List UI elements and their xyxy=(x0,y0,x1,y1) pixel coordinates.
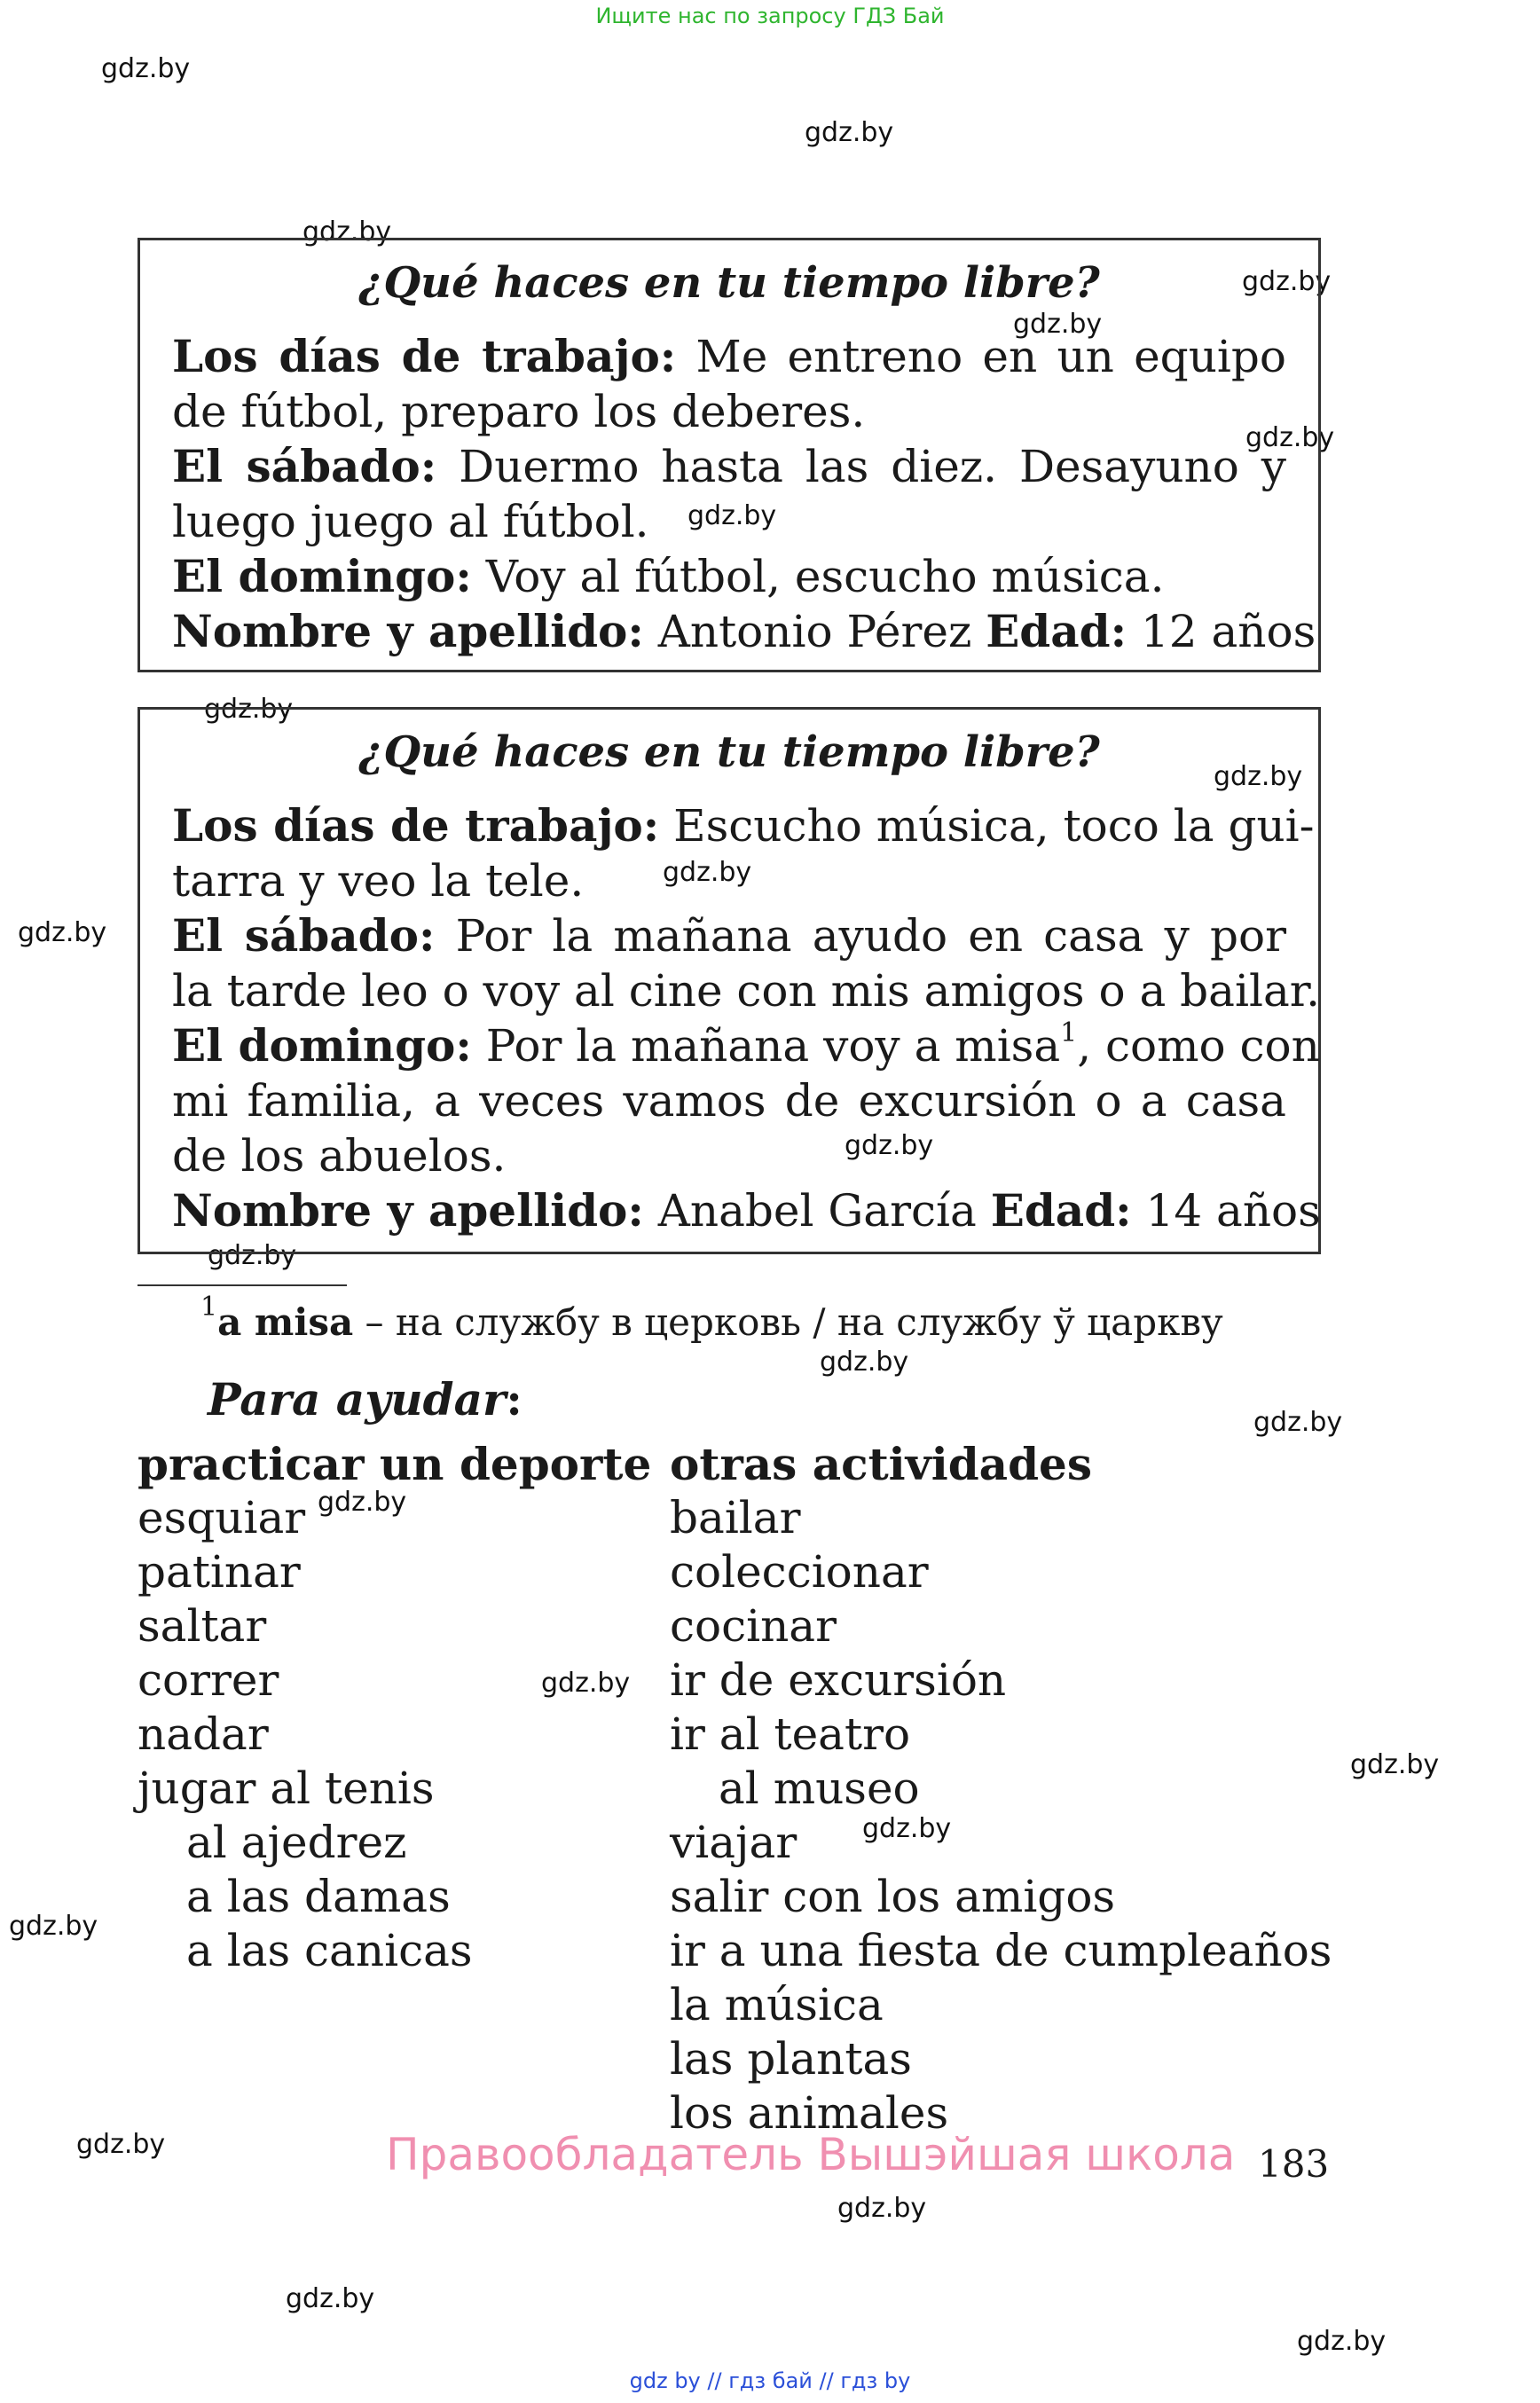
watermark: gdz.by xyxy=(9,1911,98,1942)
footnote-divider xyxy=(138,1284,347,1286)
watermark: gdz.by xyxy=(18,917,107,948)
watermark: gdz.by xyxy=(1245,422,1335,453)
vocab-item: a las damas xyxy=(186,1871,451,1922)
profile-card-antonio xyxy=(138,238,1321,672)
vocab-item: ir de excursión xyxy=(670,1654,1007,1706)
card-line: Los días de trabajo: Me entreno en un equipo xyxy=(172,330,1286,382)
vocab-item: coleccionar xyxy=(670,1546,929,1598)
watermark: gdz.by xyxy=(204,694,294,725)
watermark: gdz.by xyxy=(837,2193,927,2224)
card-title: ¿Qué haces en tu tiempo libre? xyxy=(358,727,1100,777)
card-line: mi familia, a veces vamos de excursión o a casa xyxy=(172,1075,1286,1127)
watermark: gdz.by xyxy=(101,53,191,84)
card-line: Nombre y apellido: Anabel García Edad: 14 años xyxy=(172,1184,1321,1237)
watermark: gdz.by xyxy=(1013,309,1103,340)
card-line: El sábado: Duermo hasta las diez. Desayuno y xyxy=(172,440,1287,492)
vocab-item: ir a una fiesta de cumpleaños xyxy=(670,1925,1332,1976)
footnote-mark: 1 xyxy=(1060,1017,1078,1048)
vocab-column-activities xyxy=(670,1437,1332,2140)
card-line: de los abuelos. xyxy=(172,1130,507,1182)
watermark: gdz.by xyxy=(845,1130,934,1161)
vocab-item: ir al teatro xyxy=(670,1708,911,1760)
card-line: El domingo: Voy al fútbol, escucho música. xyxy=(172,550,1165,602)
rights-holder-notice: Правообладатель Вышэйшая школа xyxy=(386,2129,1236,2180)
column-header: practicar un deporte xyxy=(138,1438,652,1490)
watermark: gdz.by xyxy=(663,857,752,888)
card-line: luego juego al fútbol. xyxy=(172,496,649,547)
vocab-item: jugar al tenis xyxy=(138,1763,435,1814)
footnote: $^1$a misa – на службу в церковь / на службу ў царкву xyxy=(200,1292,1223,1344)
vocab-item: saltar xyxy=(138,1600,267,1652)
watermark: gdz.by xyxy=(820,1347,909,1378)
watermark: gdz.by xyxy=(1214,761,1303,792)
vocab-item: a las canicas xyxy=(186,1925,473,1976)
card-line: El domingo: Por la mañana voy a misa$^1$, como con xyxy=(172,1017,1320,1072)
watermark: gdz.by xyxy=(208,1240,297,1271)
watermark: gdz.by xyxy=(805,117,894,148)
vocab-item: al museo xyxy=(719,1763,920,1814)
card-line: Nombre y apellido: Antonio Pérez Edad: 12 años xyxy=(172,605,1316,657)
watermark: gdz.by xyxy=(1350,1749,1440,1780)
vocab-item: patinar xyxy=(138,1546,301,1598)
vocab-item: salir con los amigos xyxy=(670,1871,1116,1922)
bottom-banner[interactable]: gdz by // гдз бай // гдз by xyxy=(629,2368,911,2393)
vocab-item: bailar xyxy=(670,1492,801,1543)
watermark: gdz.by xyxy=(286,2283,375,2314)
watermark: gdz.by xyxy=(541,1668,631,1699)
watermark: gdz.by xyxy=(862,1813,952,1844)
vocab-column-sports xyxy=(138,1437,651,1978)
watermark: gdz.by xyxy=(76,2129,166,2160)
watermark: gdz.by xyxy=(318,1487,407,1518)
column-header: otras actividades xyxy=(670,1438,1093,1490)
watermark: gdz.by xyxy=(1242,266,1332,297)
vocab-item: al ajedrez xyxy=(186,1817,407,1868)
profile-card-anabel xyxy=(138,707,1321,1254)
card-line: El sábado: Por la mañana ayudo en casa y por xyxy=(172,909,1287,962)
vocab-item: las plantas xyxy=(670,2033,912,2085)
page-number: 183 xyxy=(1258,2142,1330,2186)
vocab-item: nadar xyxy=(138,1708,269,1760)
section-heading: Para ayudar: xyxy=(208,1373,522,1425)
top-banner[interactable]: Ищите нас по запросу ГДЗ Бай xyxy=(595,4,945,28)
vocab-item: cocinar xyxy=(670,1600,837,1652)
vocab-item: esquiar xyxy=(138,1492,306,1543)
vocab-item: viajar xyxy=(670,1817,798,1868)
watermark: gdz.by xyxy=(302,216,392,247)
card-line: la tarde leo o voy al cine con mis amigos o a bailar. xyxy=(172,965,1321,1017)
vocab-item: la música xyxy=(670,1979,884,2030)
card-title: ¿Qué haces en tu tiempo libre? xyxy=(358,258,1100,308)
vocab-item: los animales xyxy=(670,2087,949,2139)
watermark: gdz.by xyxy=(688,500,777,531)
card-line: de fútbol, preparo los deberes. xyxy=(172,386,866,437)
watermark: gdz.by xyxy=(1253,1407,1343,1438)
vocab-item: correr xyxy=(138,1654,279,1706)
card-line: tarra y veo la tele. xyxy=(172,855,585,907)
watermark: gdz.by xyxy=(1297,2326,1387,2357)
card-line: Los días de trabajo: Escucho música, toco la gui- xyxy=(172,799,1315,852)
